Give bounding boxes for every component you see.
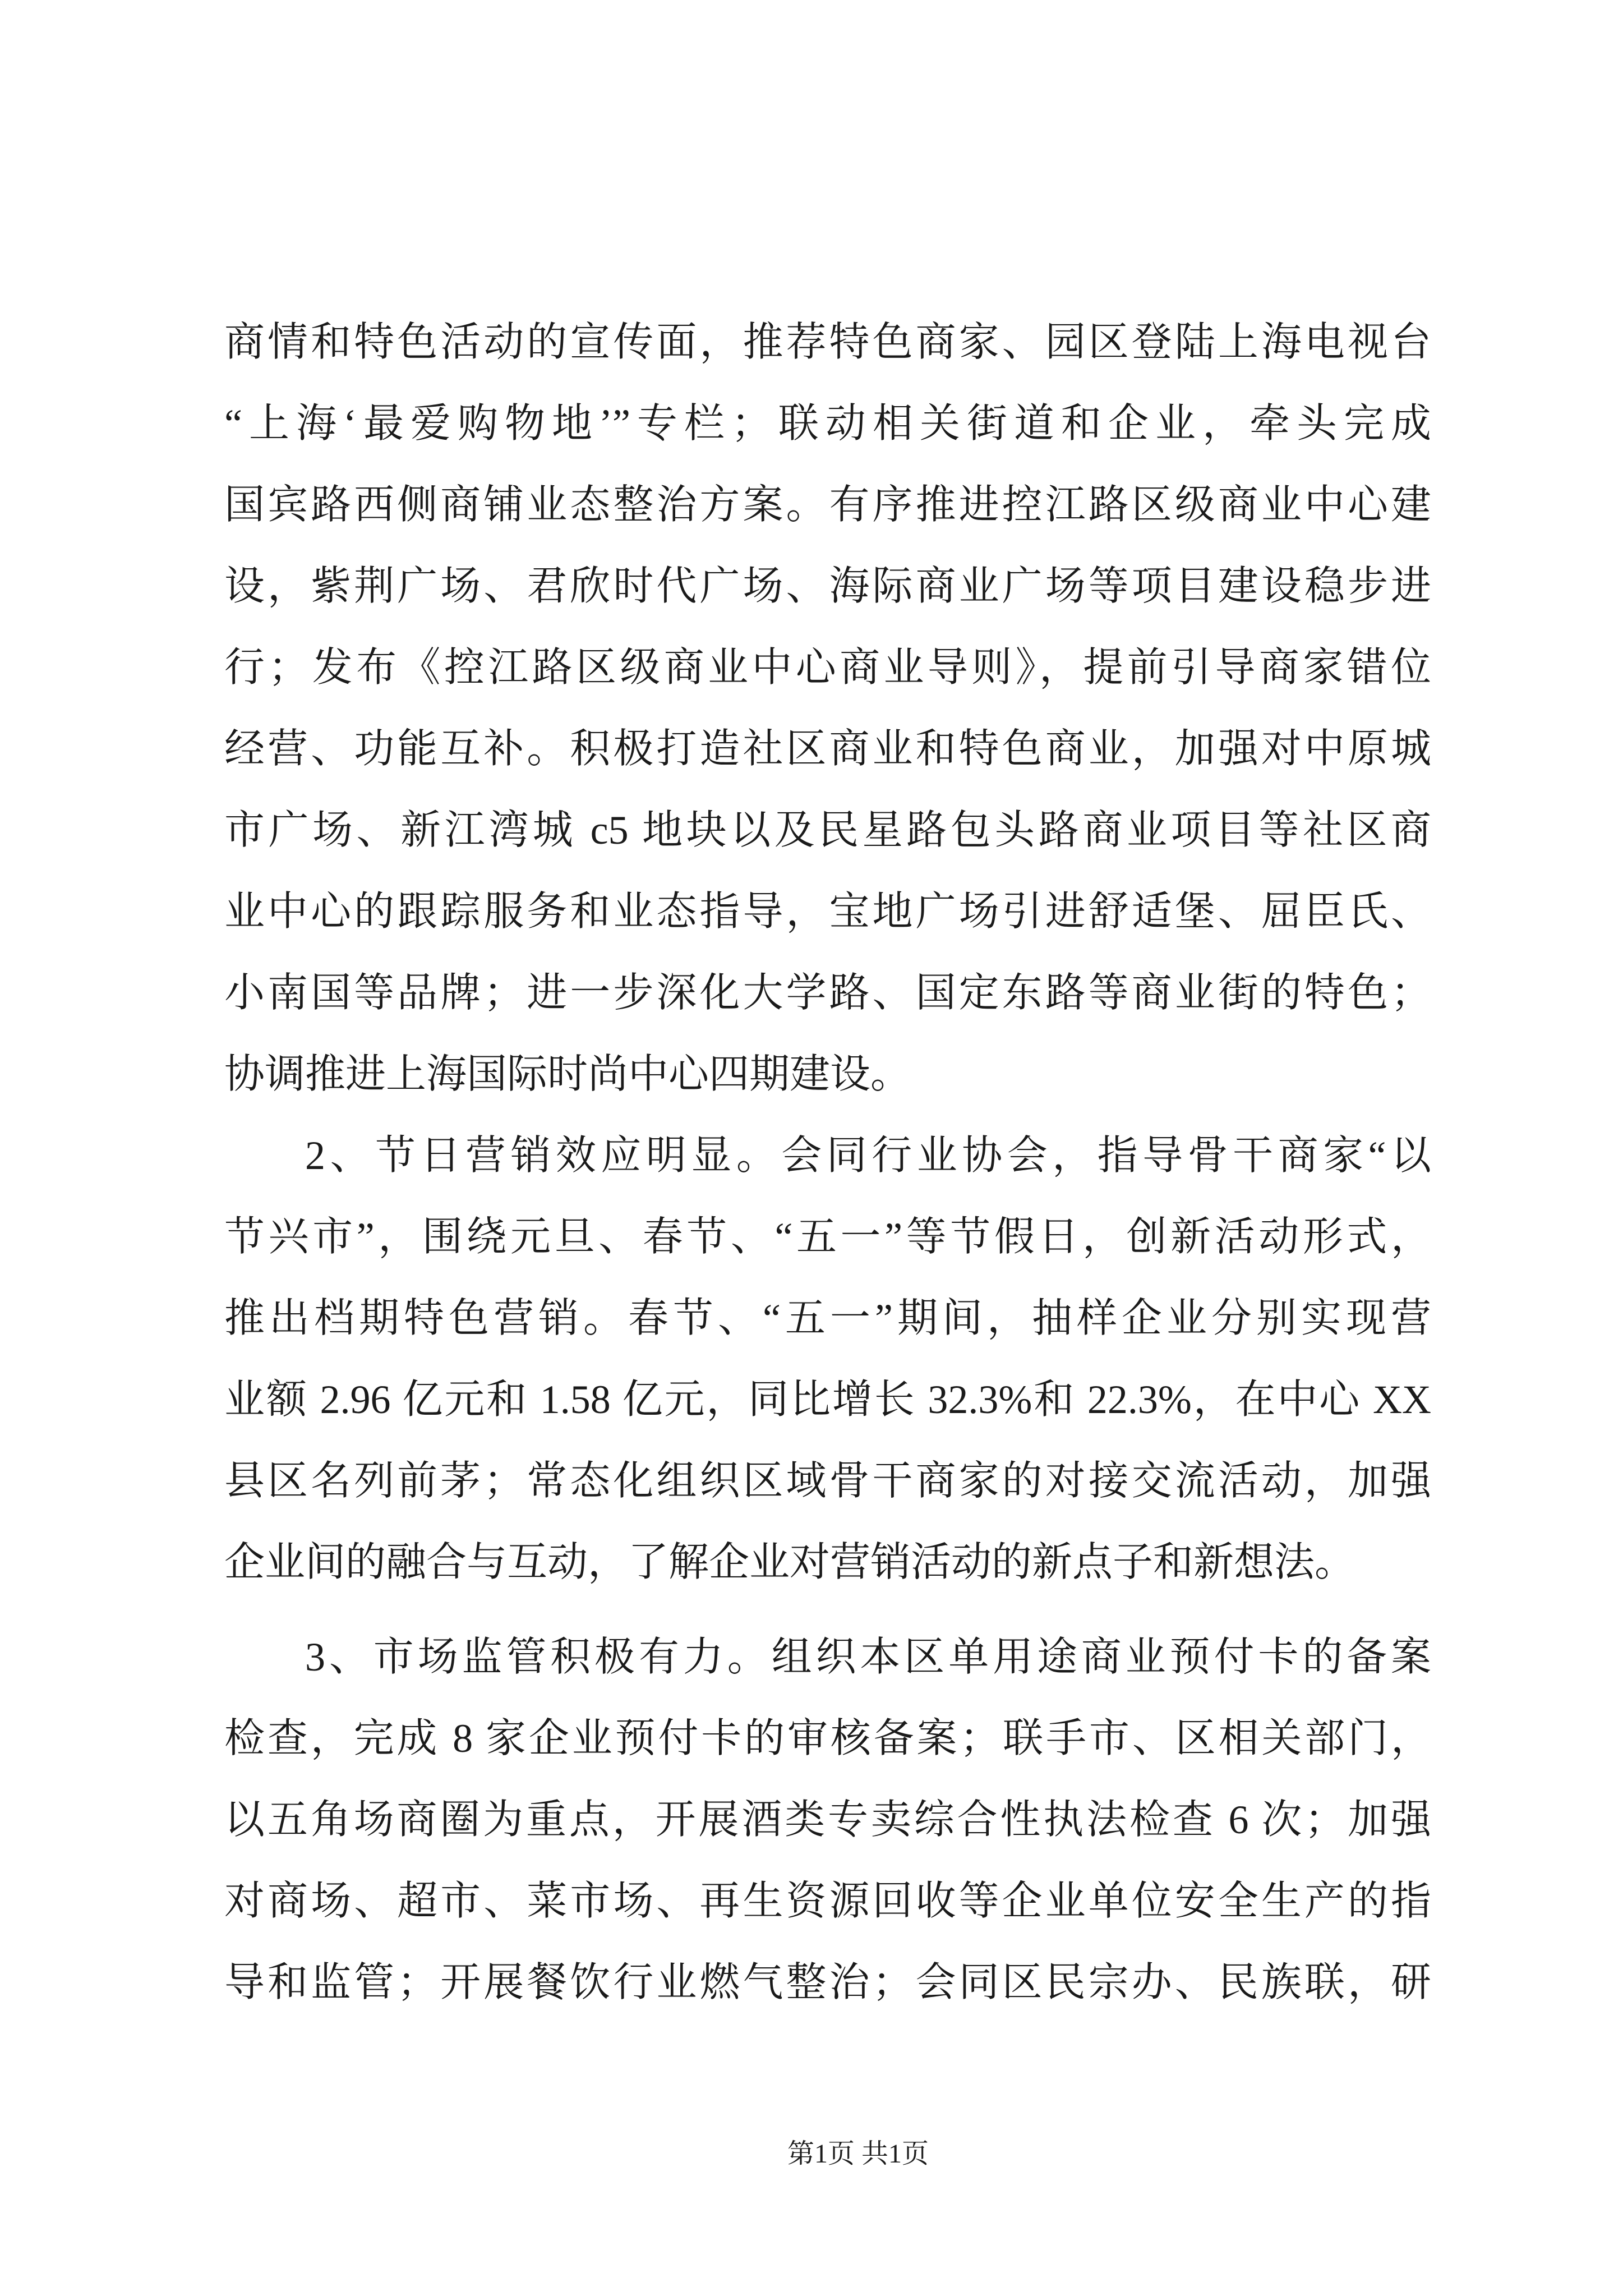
text-line: 2、节日营销效应明显。会同行业协会，指导骨干商家“以 — [305, 1133, 1431, 1178]
text-line: 市广场、新江湾城 c5 地块以及民星路包头路商业项目等社区商 — [224, 808, 1431, 853]
text-line: 商情和特色活动的宣传面，推荐特色商家、园区登陆上海电视台 — [224, 320, 1431, 365]
text-line: 行；发布《控江路区级商业中心商业导则》，提前引导商家错位 — [224, 645, 1431, 690]
text-line: 经营、功能互补。积极打造社区商业和特色商业，加强对中原城 — [224, 726, 1431, 771]
text-line: 导和监管；开展餐饮行业燃气整治；会同区民宗办、民族联，研 — [224, 1960, 1431, 2005]
text-line: 县区名列前茅；常态化组织区域骨干商家的对接交流活动，加强 — [224, 1458, 1431, 1503]
text-line: “上海‘最爱购物地’”专栏；联动相关街道和企业，牵头完成 — [224, 401, 1431, 446]
text-line: 国宾路西侧商铺业态整治方案。有序推进控江路区级商业中心建 — [224, 482, 1431, 527]
text-line: 小南国等品牌；进一步深化大学路、国定东路等商业街的特色； — [224, 970, 1431, 1015]
text-line: 对商场、超市、菜市场、再生资源回收等企业单位安全生产的指 — [224, 1879, 1431, 1924]
text-line: 协调推进上海国际时尚中心四期建设。 — [224, 1052, 911, 1097]
paragraph-3 — [224, 1617, 1431, 2023]
text-line: 设，紫荆广场、君欣时代广场、海际商业广场等项目建设稳步进 — [224, 564, 1431, 609]
document-body — [224, 302, 1431, 2023]
text-line: 企业间的融合与互动，了解企业对营销活动的新点子和新想法。 — [224, 1540, 1355, 1585]
text-line: 业中心的跟踪服务和业态指导，宝地广场引进舒适堡、屈臣氏、 — [224, 889, 1431, 934]
text-line: 推出档期特色营销。春节、“五一”期间，抽样企业分别实现营 — [224, 1296, 1431, 1341]
text-line: 3、市场监管积极有力。组织本区单用途商业预付卡的备案 — [305, 1635, 1431, 1680]
text-line: 节兴市”，围绕元旦、春节、“五一”等节假日，创新活动形式， — [224, 1214, 1431, 1259]
paragraph-2 — [224, 1115, 1431, 1603]
paragraph-1 — [224, 302, 1431, 1115]
text-line: 业额 2.96 亿元和 1.58 亿元，同比增长 32.3%和 22.3%，在中心 XX — [224, 1377, 1431, 1422]
text-line: 检查，完成 8 家企业预付卡的审核备案；联手市、区相关部门， — [224, 1716, 1431, 1761]
text-line: 以五角场商圈为重点，开展酒类专卖综合性执法检查 6 次；加强 — [224, 1797, 1431, 1842]
page-footer — [746, 2137, 970, 2171]
page-number-label: 第1页 共1页 — [787, 2139, 929, 2169]
